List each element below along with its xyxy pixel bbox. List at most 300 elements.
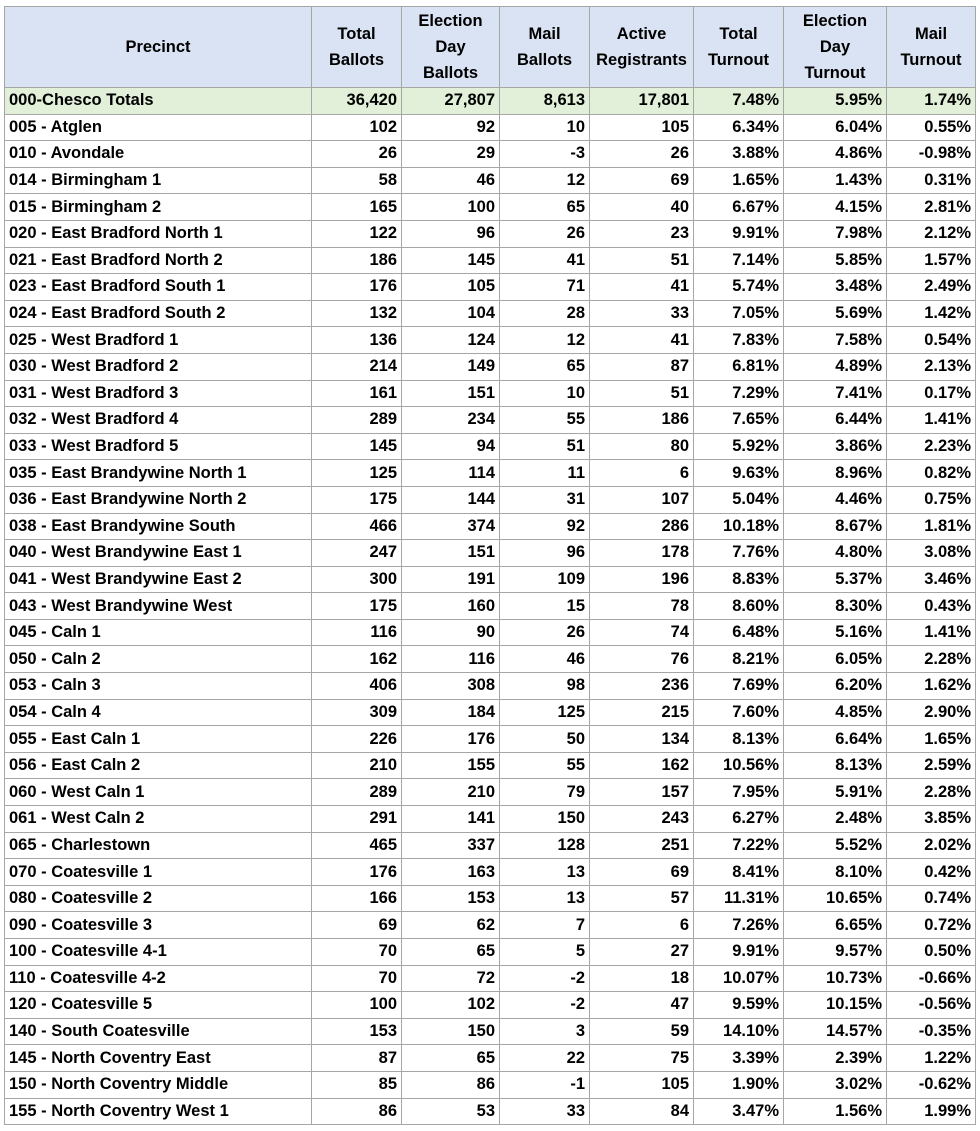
cell-total-ballots[interactable]: 166 (312, 885, 402, 912)
cell-election-day-ballots[interactable]: 116 (402, 646, 500, 673)
cell-total-turnout[interactable]: 6.27% (694, 806, 784, 833)
cell-active-registrants[interactable]: 18 (590, 965, 694, 992)
cell-total-turnout[interactable]: 7.65% (694, 407, 784, 434)
cell-election-day-ballots[interactable]: 102 (402, 992, 500, 1019)
cell-total-turnout[interactable]: 9.63% (694, 460, 784, 487)
cell-election-day-turnout[interactable]: 4.86% (784, 141, 887, 168)
cell-election-day-ballots[interactable]: 210 (402, 779, 500, 806)
header-active-registrants[interactable]: Active Registrants (590, 7, 694, 88)
cell-election-day-ballots[interactable]: 163 (402, 859, 500, 886)
cell-mail-ballots[interactable]: 22 (500, 1045, 590, 1072)
cell-election-day-turnout[interactable]: 5.91% (784, 779, 887, 806)
cell-mail-turnout[interactable]: 1.22% (887, 1045, 976, 1072)
cell-total-turnout[interactable]: 3.39% (694, 1045, 784, 1072)
cell-total-turnout[interactable]: 8.83% (694, 566, 784, 593)
cell-precinct[interactable]: 000-Chesco Totals (5, 88, 312, 115)
cell-election-day-ballots[interactable]: 105 (402, 274, 500, 301)
cell-total-turnout[interactable]: 10.18% (694, 513, 784, 540)
cell-total-ballots[interactable]: 116 (312, 619, 402, 646)
cell-election-day-turnout[interactable]: 1.56% (784, 1098, 887, 1125)
cell-mail-turnout[interactable]: -0.98% (887, 141, 976, 168)
cell-precinct[interactable]: 030 - West Bradford 2 (5, 353, 312, 380)
cell-precinct[interactable]: 036 - East Brandywine North 2 (5, 486, 312, 513)
cell-total-ballots[interactable]: 186 (312, 247, 402, 274)
cell-election-day-turnout[interactable]: 6.44% (784, 407, 887, 434)
cell-precinct[interactable]: 056 - East Caln 2 (5, 752, 312, 779)
cell-active-registrants[interactable]: 27 (590, 939, 694, 966)
cell-election-day-ballots[interactable]: 92 (402, 114, 500, 141)
cell-mail-ballots[interactable]: 5 (500, 939, 590, 966)
cell-total-turnout[interactable]: 5.92% (694, 433, 784, 460)
cell-precinct[interactable]: 140 - South Coatesville (5, 1018, 312, 1045)
cell-active-registrants[interactable]: 80 (590, 433, 694, 460)
cell-election-day-turnout[interactable]: 2.48% (784, 806, 887, 833)
cell-election-day-turnout[interactable]: 8.10% (784, 859, 887, 886)
cell-election-day-ballots[interactable]: 65 (402, 939, 500, 966)
cell-precinct[interactable]: 145 - North Coventry East (5, 1045, 312, 1072)
cell-active-registrants[interactable]: 134 (590, 726, 694, 753)
cell-mail-ballots[interactable]: 12 (500, 167, 590, 194)
cell-total-turnout[interactable]: 7.95% (694, 779, 784, 806)
cell-total-ballots[interactable]: 36,420 (312, 88, 402, 115)
cell-election-day-turnout[interactable]: 4.46% (784, 486, 887, 513)
cell-mail-turnout[interactable]: 2.90% (887, 699, 976, 726)
cell-total-ballots[interactable]: 291 (312, 806, 402, 833)
cell-active-registrants[interactable]: 23 (590, 220, 694, 247)
cell-precinct[interactable]: 070 - Coatesville 1 (5, 859, 312, 886)
cell-mail-ballots[interactable]: 71 (500, 274, 590, 301)
cell-mail-ballots[interactable]: -2 (500, 965, 590, 992)
cell-election-day-turnout[interactable]: 5.85% (784, 247, 887, 274)
cell-active-registrants[interactable]: 69 (590, 859, 694, 886)
cell-mail-ballots[interactable]: 92 (500, 513, 590, 540)
cell-total-turnout[interactable]: 6.48% (694, 619, 784, 646)
cell-mail-turnout[interactable]: 1.42% (887, 300, 976, 327)
cell-total-turnout[interactable]: 7.14% (694, 247, 784, 274)
cell-election-day-turnout[interactable]: 4.85% (784, 699, 887, 726)
cell-total-turnout[interactable]: 3.47% (694, 1098, 784, 1125)
cell-total-ballots[interactable]: 176 (312, 274, 402, 301)
cell-active-registrants[interactable]: 69 (590, 167, 694, 194)
cell-election-day-ballots[interactable]: 151 (402, 540, 500, 567)
cell-mail-turnout[interactable]: 2.28% (887, 646, 976, 673)
cell-election-day-turnout[interactable]: 5.16% (784, 619, 887, 646)
cell-precinct[interactable]: 021 - East Bradford North 2 (5, 247, 312, 274)
cell-mail-turnout[interactable]: 0.31% (887, 167, 976, 194)
cell-total-ballots[interactable]: 58 (312, 167, 402, 194)
cell-mail-ballots[interactable]: -2 (500, 992, 590, 1019)
cell-total-turnout[interactable]: 11.31% (694, 885, 784, 912)
cell-election-day-turnout[interactable]: 3.48% (784, 274, 887, 301)
cell-total-ballots[interactable]: 289 (312, 407, 402, 434)
cell-election-day-ballots[interactable]: 184 (402, 699, 500, 726)
cell-precinct[interactable]: 155 - North Coventry West 1 (5, 1098, 312, 1125)
cell-mail-ballots[interactable]: 50 (500, 726, 590, 753)
cell-active-registrants[interactable]: 40 (590, 194, 694, 221)
cell-total-ballots[interactable]: 165 (312, 194, 402, 221)
cell-total-turnout[interactable]: 7.26% (694, 912, 784, 939)
cell-total-ballots[interactable]: 300 (312, 566, 402, 593)
header-precinct[interactable]: Precinct (5, 7, 312, 88)
cell-election-day-turnout[interactable]: 7.58% (784, 327, 887, 354)
cell-mail-ballots[interactable]: 65 (500, 353, 590, 380)
cell-election-day-ballots[interactable]: 124 (402, 327, 500, 354)
cell-total-turnout[interactable]: 8.60% (694, 593, 784, 620)
cell-election-day-ballots[interactable]: 155 (402, 752, 500, 779)
cell-mail-turnout[interactable]: 1.81% (887, 513, 976, 540)
cell-mail-ballots[interactable]: 15 (500, 593, 590, 620)
cell-election-day-turnout[interactable]: 4.89% (784, 353, 887, 380)
cell-total-ballots[interactable]: 145 (312, 433, 402, 460)
cell-election-day-ballots[interactable]: 104 (402, 300, 500, 327)
cell-total-ballots[interactable]: 102 (312, 114, 402, 141)
cell-mail-ballots[interactable]: 13 (500, 885, 590, 912)
cell-active-registrants[interactable]: 74 (590, 619, 694, 646)
cell-active-registrants[interactable]: 286 (590, 513, 694, 540)
cell-active-registrants[interactable]: 105 (590, 1071, 694, 1098)
cell-election-day-turnout[interactable]: 6.04% (784, 114, 887, 141)
cell-precinct[interactable]: 060 - West Caln 1 (5, 779, 312, 806)
cell-precinct[interactable]: 010 - Avondale (5, 141, 312, 168)
cell-election-day-turnout[interactable]: 6.05% (784, 646, 887, 673)
cell-mail-turnout[interactable]: 0.72% (887, 912, 976, 939)
cell-mail-turnout[interactable]: 2.81% (887, 194, 976, 221)
cell-active-registrants[interactable]: 84 (590, 1098, 694, 1125)
cell-mail-ballots[interactable]: 3 (500, 1018, 590, 1045)
cell-mail-ballots[interactable]: 46 (500, 646, 590, 673)
cell-mail-ballots[interactable]: 79 (500, 779, 590, 806)
cell-election-day-turnout[interactable]: 3.02% (784, 1071, 887, 1098)
cell-total-turnout[interactable]: 6.34% (694, 114, 784, 141)
cell-precinct[interactable]: 045 - Caln 1 (5, 619, 312, 646)
cell-election-day-ballots[interactable]: 90 (402, 619, 500, 646)
cell-total-ballots[interactable]: 161 (312, 380, 402, 407)
cell-precinct[interactable]: 120 - Coatesville 5 (5, 992, 312, 1019)
cell-total-turnout[interactable]: 1.65% (694, 167, 784, 194)
cell-total-turnout[interactable]: 10.07% (694, 965, 784, 992)
cell-election-day-ballots[interactable]: 191 (402, 566, 500, 593)
cell-active-registrants[interactable]: 76 (590, 646, 694, 673)
cell-election-day-ballots[interactable]: 150 (402, 1018, 500, 1045)
cell-total-ballots[interactable]: 70 (312, 939, 402, 966)
cell-mail-ballots[interactable]: 98 (500, 673, 590, 700)
cell-precinct[interactable]: 020 - East Bradford North 1 (5, 220, 312, 247)
cell-total-ballots[interactable]: 406 (312, 673, 402, 700)
cell-election-day-turnout[interactable]: 8.96% (784, 460, 887, 487)
cell-mail-turnout[interactable]: -0.56% (887, 992, 976, 1019)
cell-mail-ballots[interactable]: 109 (500, 566, 590, 593)
cell-active-registrants[interactable]: 47 (590, 992, 694, 1019)
cell-total-ballots[interactable]: 26 (312, 141, 402, 168)
cell-total-turnout[interactable]: 8.41% (694, 859, 784, 886)
cell-total-ballots[interactable]: 289 (312, 779, 402, 806)
cell-total-ballots[interactable]: 69 (312, 912, 402, 939)
cell-total-turnout[interactable]: 7.05% (694, 300, 784, 327)
cell-mail-turnout[interactable]: 1.65% (887, 726, 976, 753)
cell-total-ballots[interactable]: 122 (312, 220, 402, 247)
cell-mail-turnout[interactable]: 1.74% (887, 88, 976, 115)
cell-mail-turnout[interactable]: 2.49% (887, 274, 976, 301)
cell-total-ballots[interactable]: 136 (312, 327, 402, 354)
cell-precinct[interactable]: 050 - Caln 2 (5, 646, 312, 673)
cell-mail-turnout[interactable]: 2.12% (887, 220, 976, 247)
cell-mail-ballots[interactable]: 7 (500, 912, 590, 939)
cell-mail-turnout[interactable]: 1.41% (887, 407, 976, 434)
cell-total-ballots[interactable]: 247 (312, 540, 402, 567)
cell-precinct[interactable]: 150 - North Coventry Middle (5, 1071, 312, 1098)
cell-total-ballots[interactable]: 100 (312, 992, 402, 1019)
cell-total-turnout[interactable]: 1.90% (694, 1071, 784, 1098)
cell-precinct[interactable]: 041 - West Brandywine East 2 (5, 566, 312, 593)
cell-mail-turnout[interactable]: 0.17% (887, 380, 976, 407)
cell-total-ballots[interactable]: 309 (312, 699, 402, 726)
cell-election-day-ballots[interactable]: 160 (402, 593, 500, 620)
cell-precinct[interactable]: 031 - West Bradford 3 (5, 380, 312, 407)
cell-election-day-ballots[interactable]: 176 (402, 726, 500, 753)
cell-mail-turnout[interactable]: 1.41% (887, 619, 976, 646)
cell-active-registrants[interactable]: 87 (590, 353, 694, 380)
cell-total-turnout[interactable]: 10.56% (694, 752, 784, 779)
cell-election-day-turnout[interactable]: 5.52% (784, 832, 887, 859)
cell-election-day-ballots[interactable]: 374 (402, 513, 500, 540)
cell-mail-turnout[interactable]: -0.62% (887, 1071, 976, 1098)
cell-mail-ballots[interactable]: 10 (500, 380, 590, 407)
cell-total-ballots[interactable]: 175 (312, 486, 402, 513)
cell-precinct[interactable]: 025 - West Bradford 1 (5, 327, 312, 354)
cell-mail-turnout[interactable]: 1.57% (887, 247, 976, 274)
cell-election-day-turnout[interactable]: 7.98% (784, 220, 887, 247)
cell-total-turnout[interactable]: 9.91% (694, 939, 784, 966)
cell-active-registrants[interactable]: 41 (590, 327, 694, 354)
cell-precinct[interactable]: 065 - Charlestown (5, 832, 312, 859)
cell-precinct[interactable]: 061 - West Caln 2 (5, 806, 312, 833)
cell-mail-turnout[interactable]: 0.50% (887, 939, 976, 966)
cell-total-turnout[interactable]: 7.69% (694, 673, 784, 700)
cell-mail-turnout[interactable]: 2.13% (887, 353, 976, 380)
cell-active-registrants[interactable]: 41 (590, 274, 694, 301)
cell-election-day-ballots[interactable]: 100 (402, 194, 500, 221)
cell-precinct[interactable]: 055 - East Caln 1 (5, 726, 312, 753)
cell-election-day-ballots[interactable]: 96 (402, 220, 500, 247)
cell-precinct[interactable]: 080 - Coatesville 2 (5, 885, 312, 912)
cell-precinct[interactable]: 024 - East Bradford South 2 (5, 300, 312, 327)
cell-mail-turnout[interactable]: 0.43% (887, 593, 976, 620)
cell-active-registrants[interactable]: 33 (590, 300, 694, 327)
cell-precinct[interactable]: 038 - East Brandywine South (5, 513, 312, 540)
cell-precinct[interactable]: 035 - East Brandywine North 1 (5, 460, 312, 487)
cell-active-registrants[interactable]: 162 (590, 752, 694, 779)
cell-mail-ballots[interactable]: 12 (500, 327, 590, 354)
cell-mail-turnout[interactable]: 0.74% (887, 885, 976, 912)
cell-mail-ballots[interactable]: 150 (500, 806, 590, 833)
cell-total-ballots[interactable]: 85 (312, 1071, 402, 1098)
cell-election-day-ballots[interactable]: 337 (402, 832, 500, 859)
cell-total-turnout[interactable]: 7.60% (694, 699, 784, 726)
cell-active-registrants[interactable]: 57 (590, 885, 694, 912)
cell-election-day-turnout[interactable]: 4.80% (784, 540, 887, 567)
cell-active-registrants[interactable]: 59 (590, 1018, 694, 1045)
cell-total-ballots[interactable]: 162 (312, 646, 402, 673)
cell-mail-ballots[interactable]: -1 (500, 1071, 590, 1098)
cell-election-day-ballots[interactable]: 145 (402, 247, 500, 274)
cell-election-day-turnout[interactable]: 4.15% (784, 194, 887, 221)
cell-election-day-turnout[interactable]: 3.86% (784, 433, 887, 460)
cell-mail-turnout[interactable]: 2.02% (887, 832, 976, 859)
cell-election-day-ballots[interactable]: 308 (402, 673, 500, 700)
cell-mail-turnout[interactable]: 0.55% (887, 114, 976, 141)
header-total-turnout[interactable]: Total Turnout (694, 7, 784, 88)
cell-total-ballots[interactable]: 466 (312, 513, 402, 540)
cell-active-registrants[interactable]: 157 (590, 779, 694, 806)
cell-mail-ballots[interactable]: 96 (500, 540, 590, 567)
cell-total-turnout[interactable]: 8.13% (694, 726, 784, 753)
cell-election-day-turnout[interactable]: 14.57% (784, 1018, 887, 1045)
cell-election-day-ballots[interactable]: 141 (402, 806, 500, 833)
header-mail-turnout[interactable]: Mail Turnout (887, 7, 976, 88)
cell-election-day-turnout[interactable]: 5.95% (784, 88, 887, 115)
cell-election-day-ballots[interactable]: 94 (402, 433, 500, 460)
cell-precinct[interactable]: 023 - East Bradford South 1 (5, 274, 312, 301)
cell-total-turnout[interactable]: 9.59% (694, 992, 784, 1019)
cell-active-registrants[interactable]: 51 (590, 380, 694, 407)
cell-total-ballots[interactable]: 465 (312, 832, 402, 859)
cell-mail-ballots[interactable]: 31 (500, 486, 590, 513)
cell-mail-turnout[interactable]: 3.46% (887, 566, 976, 593)
cell-total-ballots[interactable]: 153 (312, 1018, 402, 1045)
cell-election-day-turnout[interactable]: 10.73% (784, 965, 887, 992)
cell-active-registrants[interactable]: 17,801 (590, 88, 694, 115)
cell-election-day-turnout[interactable]: 8.67% (784, 513, 887, 540)
cell-election-day-ballots[interactable]: 29 (402, 141, 500, 168)
cell-total-turnout[interactable]: 5.04% (694, 486, 784, 513)
cell-election-day-turnout[interactable]: 6.65% (784, 912, 887, 939)
cell-total-ballots[interactable]: 210 (312, 752, 402, 779)
cell-active-registrants[interactable]: 26 (590, 141, 694, 168)
cell-election-day-turnout[interactable]: 8.13% (784, 752, 887, 779)
cell-total-turnout[interactable]: 7.22% (694, 832, 784, 859)
cell-election-day-ballots[interactable]: 62 (402, 912, 500, 939)
cell-total-turnout[interactable]: 6.81% (694, 353, 784, 380)
cell-election-day-turnout[interactable]: 5.69% (784, 300, 887, 327)
cell-mail-turnout[interactable]: 0.75% (887, 486, 976, 513)
cell-election-day-ballots[interactable]: 46 (402, 167, 500, 194)
cell-total-turnout[interactable]: 8.21% (694, 646, 784, 673)
cell-precinct[interactable]: 054 - Caln 4 (5, 699, 312, 726)
cell-active-registrants[interactable]: 51 (590, 247, 694, 274)
cell-election-day-turnout[interactable]: 6.20% (784, 673, 887, 700)
cell-active-registrants[interactable]: 196 (590, 566, 694, 593)
cell-precinct[interactable]: 040 - West Brandywine East 1 (5, 540, 312, 567)
cell-active-registrants[interactable]: 107 (590, 486, 694, 513)
cell-mail-turnout[interactable]: 2.59% (887, 752, 976, 779)
cell-mail-turnout[interactable]: -0.66% (887, 965, 976, 992)
cell-total-turnout[interactable]: 7.76% (694, 540, 784, 567)
cell-mail-ballots[interactable]: 55 (500, 752, 590, 779)
cell-election-day-ballots[interactable]: 149 (402, 353, 500, 380)
cell-active-registrants[interactable]: 236 (590, 673, 694, 700)
cell-mail-turnout[interactable]: 1.99% (887, 1098, 976, 1125)
header-election-day-turnout[interactable]: Election Day Turnout (784, 7, 887, 88)
cell-election-day-ballots[interactable]: 27,807 (402, 88, 500, 115)
cell-election-day-ballots[interactable]: 114 (402, 460, 500, 487)
cell-election-day-turnout[interactable]: 9.57% (784, 939, 887, 966)
cell-mail-turnout[interactable]: -0.35% (887, 1018, 976, 1045)
cell-total-ballots[interactable]: 176 (312, 859, 402, 886)
cell-election-day-turnout[interactable]: 7.41% (784, 380, 887, 407)
cell-election-day-turnout[interactable]: 10.15% (784, 992, 887, 1019)
cell-mail-ballots[interactable]: 33 (500, 1098, 590, 1125)
cell-mail-ballots[interactable]: 8,613 (500, 88, 590, 115)
cell-election-day-ballots[interactable]: 144 (402, 486, 500, 513)
header-total-ballots[interactable]: Total Ballots (312, 7, 402, 88)
cell-mail-ballots[interactable]: 26 (500, 619, 590, 646)
header-mail-ballots[interactable]: Mail Ballots (500, 7, 590, 88)
cell-total-turnout[interactable]: 14.10% (694, 1018, 784, 1045)
cell-total-ballots[interactable]: 87 (312, 1045, 402, 1072)
cell-mail-ballots[interactable]: 51 (500, 433, 590, 460)
cell-mail-ballots[interactable]: 28 (500, 300, 590, 327)
cell-active-registrants[interactable]: 215 (590, 699, 694, 726)
cell-precinct[interactable]: 090 - Coatesville 3 (5, 912, 312, 939)
cell-total-turnout[interactable]: 7.83% (694, 327, 784, 354)
cell-election-day-turnout[interactable]: 8.30% (784, 593, 887, 620)
cell-mail-turnout[interactable]: 2.23% (887, 433, 976, 460)
cell-mail-turnout[interactable]: 3.85% (887, 806, 976, 833)
cell-mail-ballots[interactable]: 41 (500, 247, 590, 274)
cell-active-registrants[interactable]: 186 (590, 407, 694, 434)
cell-mail-turnout[interactable]: 0.82% (887, 460, 976, 487)
cell-election-day-turnout[interactable]: 2.39% (784, 1045, 887, 1072)
cell-election-day-turnout[interactable]: 5.37% (784, 566, 887, 593)
cell-precinct[interactable]: 100 - Coatesville 4-1 (5, 939, 312, 966)
cell-mail-ballots[interactable]: -3 (500, 141, 590, 168)
cell-total-ballots[interactable]: 125 (312, 460, 402, 487)
cell-election-day-ballots[interactable]: 234 (402, 407, 500, 434)
cell-precinct[interactable]: 005 - Atglen (5, 114, 312, 141)
cell-total-turnout[interactable]: 9.91% (694, 220, 784, 247)
cell-precinct[interactable]: 015 - Birmingham 2 (5, 194, 312, 221)
cell-active-registrants[interactable]: 243 (590, 806, 694, 833)
cell-precinct[interactable]: 032 - West Bradford 4 (5, 407, 312, 434)
cell-mail-ballots[interactable]: 125 (500, 699, 590, 726)
cell-total-turnout[interactable]: 7.29% (694, 380, 784, 407)
cell-active-registrants[interactable]: 105 (590, 114, 694, 141)
cell-active-registrants[interactable]: 75 (590, 1045, 694, 1072)
cell-precinct[interactable]: 053 - Caln 3 (5, 673, 312, 700)
cell-mail-turnout[interactable]: 2.28% (887, 779, 976, 806)
cell-active-registrants[interactable]: 6 (590, 460, 694, 487)
cell-active-registrants[interactable]: 251 (590, 832, 694, 859)
cell-mail-turnout[interactable]: 1.62% (887, 673, 976, 700)
cell-mail-ballots[interactable]: 55 (500, 407, 590, 434)
cell-election-day-turnout[interactable]: 10.65% (784, 885, 887, 912)
cell-mail-turnout[interactable]: 3.08% (887, 540, 976, 567)
cell-active-registrants[interactable]: 178 (590, 540, 694, 567)
cell-mail-turnout[interactable]: 0.42% (887, 859, 976, 886)
header-election-day-ballots[interactable]: Election Day Ballots (402, 7, 500, 88)
cell-mail-ballots[interactable]: 11 (500, 460, 590, 487)
cell-precinct[interactable]: 043 - West Brandywine West (5, 593, 312, 620)
cell-election-day-ballots[interactable]: 151 (402, 380, 500, 407)
cell-precinct[interactable]: 014 - Birmingham 1 (5, 167, 312, 194)
cell-total-ballots[interactable]: 226 (312, 726, 402, 753)
cell-election-day-ballots[interactable]: 86 (402, 1071, 500, 1098)
cell-active-registrants[interactable]: 6 (590, 912, 694, 939)
cell-total-ballots[interactable]: 70 (312, 965, 402, 992)
cell-mail-ballots[interactable]: 13 (500, 859, 590, 886)
cell-mail-turnout[interactable]: 0.54% (887, 327, 976, 354)
cell-election-day-turnout[interactable]: 1.43% (784, 167, 887, 194)
